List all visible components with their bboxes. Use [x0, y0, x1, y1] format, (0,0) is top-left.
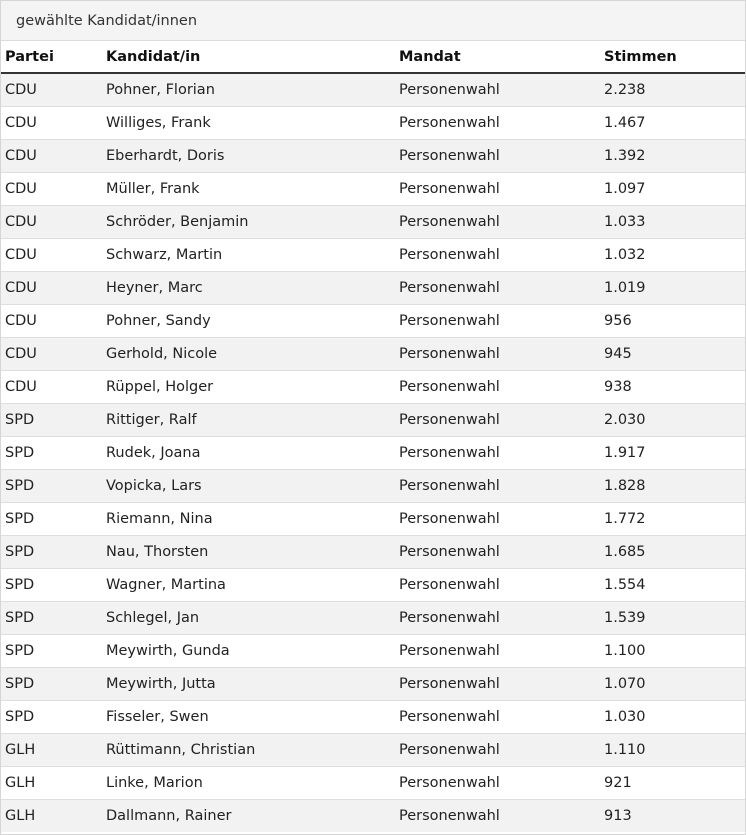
cell-mandat: Personenwahl — [394, 667, 598, 700]
cell-partei: SPD — [1, 502, 101, 535]
table-row — [1, 436, 745, 469]
cell-partei: SPD — [1, 700, 101, 733]
cell-stimmen: 1.070 — [598, 667, 745, 700]
table-row — [1, 337, 745, 370]
table-row — [1, 205, 745, 238]
cell-partei: CDU — [1, 205, 101, 238]
cell-stimmen: 938 — [598, 370, 745, 403]
cell-kandidat: Rüttimann, Christian — [101, 733, 394, 766]
cell-stimmen: 913 — [598, 799, 745, 832]
cell-partei: CDU — [1, 370, 101, 403]
cell-mandat: Personenwahl — [394, 73, 598, 106]
cell-stimmen: 1.392 — [598, 139, 745, 172]
cell-stimmen: 1.772 — [598, 502, 745, 535]
table-row — [1, 469, 745, 502]
cell-stimmen: 2.030 — [598, 403, 745, 436]
cell-stimmen: 1.539 — [598, 601, 745, 634]
table-row — [1, 106, 745, 139]
cell-kandidat: Nau, Thorsten — [101, 535, 394, 568]
cell-kandidat: Fisseler, Swen — [101, 700, 394, 733]
cell-partei: SPD — [1, 535, 101, 568]
cell-kandidat: Rudek, Joana — [101, 436, 394, 469]
cell-partei: GLH — [1, 799, 101, 832]
cell-stimmen: 1.917 — [598, 436, 745, 469]
table-row — [1, 139, 745, 172]
cell-partei: CDU — [1, 172, 101, 205]
cell-kandidat: Eberhardt, Doris — [101, 139, 394, 172]
cell-stimmen: 1.554 — [598, 568, 745, 601]
table-row — [1, 502, 745, 535]
cell-kandidat: Schwarz, Martin — [101, 238, 394, 271]
cell-stimmen: 1.030 — [598, 700, 745, 733]
cell-mandat: Personenwahl — [394, 469, 598, 502]
cell-stimmen: 1.828 — [598, 469, 745, 502]
cell-stimmen: 2.238 — [598, 73, 745, 106]
cell-kandidat: Schlegel, Jan — [101, 601, 394, 634]
cell-partei: CDU — [1, 73, 101, 106]
cell-kandidat: Müller, Frank — [101, 172, 394, 205]
cell-stimmen: 1.097 — [598, 172, 745, 205]
table-row — [1, 271, 745, 304]
cell-mandat: Personenwahl — [394, 568, 598, 601]
cell-partei: SPD — [1, 403, 101, 436]
column-header-mandat[interactable]: Mandat — [394, 41, 598, 73]
cell-mandat: Personenwahl — [394, 535, 598, 568]
column-header-stimmen[interactable]: Stimmen — [598, 41, 745, 73]
cell-partei: SPD — [1, 667, 101, 700]
table-row — [1, 304, 745, 337]
cell-kandidat: Dallmann, Rainer — [101, 799, 394, 832]
cell-kandidat: Riemann, Nina — [101, 502, 394, 535]
cell-mandat: Personenwahl — [394, 766, 598, 799]
cell-stimmen: 956 — [598, 304, 745, 337]
cell-mandat: Personenwahl — [394, 172, 598, 205]
cell-mandat: Personenwahl — [394, 337, 598, 370]
cell-partei: SPD — [1, 436, 101, 469]
cell-mandat: Personenwahl — [394, 238, 598, 271]
table-row — [1, 238, 745, 271]
panel-title: gewählte Kandidat/innen — [1, 1, 745, 41]
cell-partei: CDU — [1, 238, 101, 271]
cell-mandat: Personenwahl — [394, 205, 598, 238]
cell-partei: CDU — [1, 106, 101, 139]
cell-kandidat: Meywirth, Gunda — [101, 634, 394, 667]
cell-mandat: Personenwahl — [394, 502, 598, 535]
table-row — [1, 370, 745, 403]
cell-kandidat: Schröder, Benjamin — [101, 205, 394, 238]
table-row — [1, 73, 745, 106]
cell-partei: SPD — [1, 601, 101, 634]
column-header-kandidat[interactable]: Kandidat/in — [101, 41, 394, 73]
cell-stimmen: 945 — [598, 337, 745, 370]
cell-stimmen: 921 — [598, 766, 745, 799]
cell-kandidat: Heyner, Marc — [101, 271, 394, 304]
cell-kandidat: Rüppel, Holger — [101, 370, 394, 403]
cell-kandidat: Linke, Marion — [101, 766, 394, 799]
cell-mandat: Personenwahl — [394, 271, 598, 304]
cell-kandidat: Williges, Frank — [101, 106, 394, 139]
cell-partei: CDU — [1, 271, 101, 304]
cell-partei: GLH — [1, 733, 101, 766]
cell-kandidat: Wagner, Martina — [101, 568, 394, 601]
cell-mandat: Personenwahl — [394, 403, 598, 436]
cell-partei: GLH — [1, 766, 101, 799]
cell-stimmen: 1.467 — [598, 106, 745, 139]
table-row — [1, 733, 745, 766]
cell-stimmen: 1.685 — [598, 535, 745, 568]
table-row — [1, 601, 745, 634]
cell-stimmen: 1.110 — [598, 733, 745, 766]
cell-mandat: Personenwahl — [394, 436, 598, 469]
header-row — [1, 41, 745, 73]
cell-partei: CDU — [1, 139, 101, 172]
cell-mandat: Personenwahl — [394, 139, 598, 172]
candidates-table — [1, 41, 745, 832]
cell-stimmen: 1.033 — [598, 205, 745, 238]
column-header-partei[interactable]: Partei — [1, 41, 101, 73]
table-row — [1, 535, 745, 568]
cell-partei: SPD — [1, 634, 101, 667]
table-row — [1, 799, 745, 832]
cell-kandidat: Pohner, Sandy — [101, 304, 394, 337]
cell-partei: SPD — [1, 469, 101, 502]
cell-partei: CDU — [1, 337, 101, 370]
cell-partei: CDU — [1, 304, 101, 337]
cell-mandat: Personenwahl — [394, 700, 598, 733]
table-row — [1, 172, 745, 205]
cell-mandat: Personenwahl — [394, 304, 598, 337]
cell-stimmen: 1.100 — [598, 634, 745, 667]
cell-stimmen: 1.019 — [598, 271, 745, 304]
table-row — [1, 667, 745, 700]
cell-stimmen: 1.032 — [598, 238, 745, 271]
cell-kandidat: Meywirth, Jutta — [101, 667, 394, 700]
table-row — [1, 634, 745, 667]
table-row — [1, 568, 745, 601]
cell-mandat: Personenwahl — [394, 634, 598, 667]
cell-mandat: Personenwahl — [394, 106, 598, 139]
cell-kandidat: Gerhold, Nicole — [101, 337, 394, 370]
table-header — [1, 41, 745, 73]
table-row — [1, 766, 745, 799]
cell-mandat: Personenwahl — [394, 601, 598, 634]
cell-kandidat: Pohner, Florian — [101, 73, 394, 106]
cell-mandat: Personenwahl — [394, 370, 598, 403]
cell-kandidat: Rittiger, Ralf — [101, 403, 394, 436]
table-row — [1, 700, 745, 733]
cell-kandidat: Vopicka, Lars — [101, 469, 394, 502]
cell-partei: SPD — [1, 568, 101, 601]
table-body — [1, 73, 745, 832]
cell-mandat: Personenwahl — [394, 733, 598, 766]
cell-mandat: Personenwahl — [394, 799, 598, 832]
table-row — [1, 403, 745, 436]
